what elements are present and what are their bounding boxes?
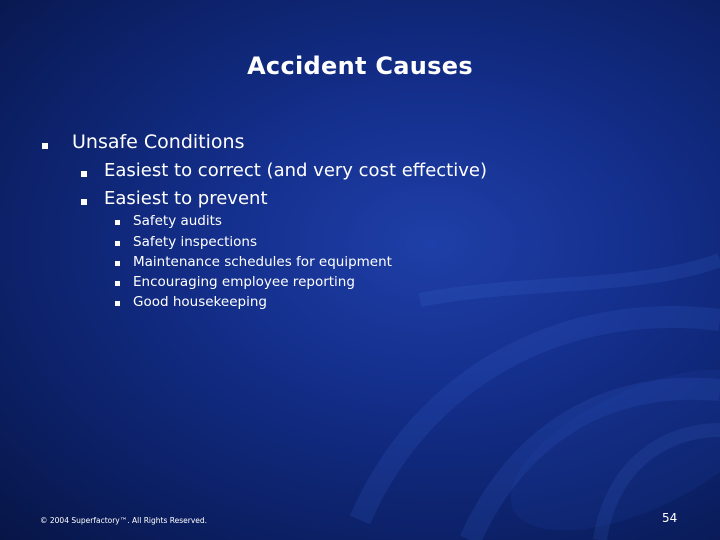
- copyright-footer: © 2004 Superfactory™. All Rights Reserved.: [40, 516, 208, 525]
- bullet-icon: [115, 301, 120, 306]
- bullet-level3-item: Safety inspections: [133, 234, 258, 250]
- bullet-level2-item: Easiest to prevent: [104, 188, 268, 209]
- bullet-level3-item: Good housekeeping: [133, 294, 267, 310]
- bullet-icon: [81, 171, 87, 177]
- bullet-icon: [115, 241, 120, 246]
- bullet-level3-item: Safety audits: [133, 213, 222, 229]
- bullet-icon: [115, 220, 120, 225]
- page-number: 54: [662, 511, 678, 525]
- bullet-icon: [81, 199, 87, 205]
- bullet-icon: [42, 143, 48, 149]
- bullet-level1-item: Unsafe Conditions: [72, 131, 245, 153]
- bullet-icon: [115, 281, 120, 286]
- bullet-level3-item: Encouraging employee reporting: [133, 274, 355, 290]
- bullet-level3-item: Maintenance schedules for equipment: [133, 254, 392, 270]
- bullet-icon: [115, 261, 120, 266]
- bullet-level2-item: Easiest to correct (and very cost effective): [104, 160, 487, 181]
- slide-title: Accident Causes: [247, 52, 473, 80]
